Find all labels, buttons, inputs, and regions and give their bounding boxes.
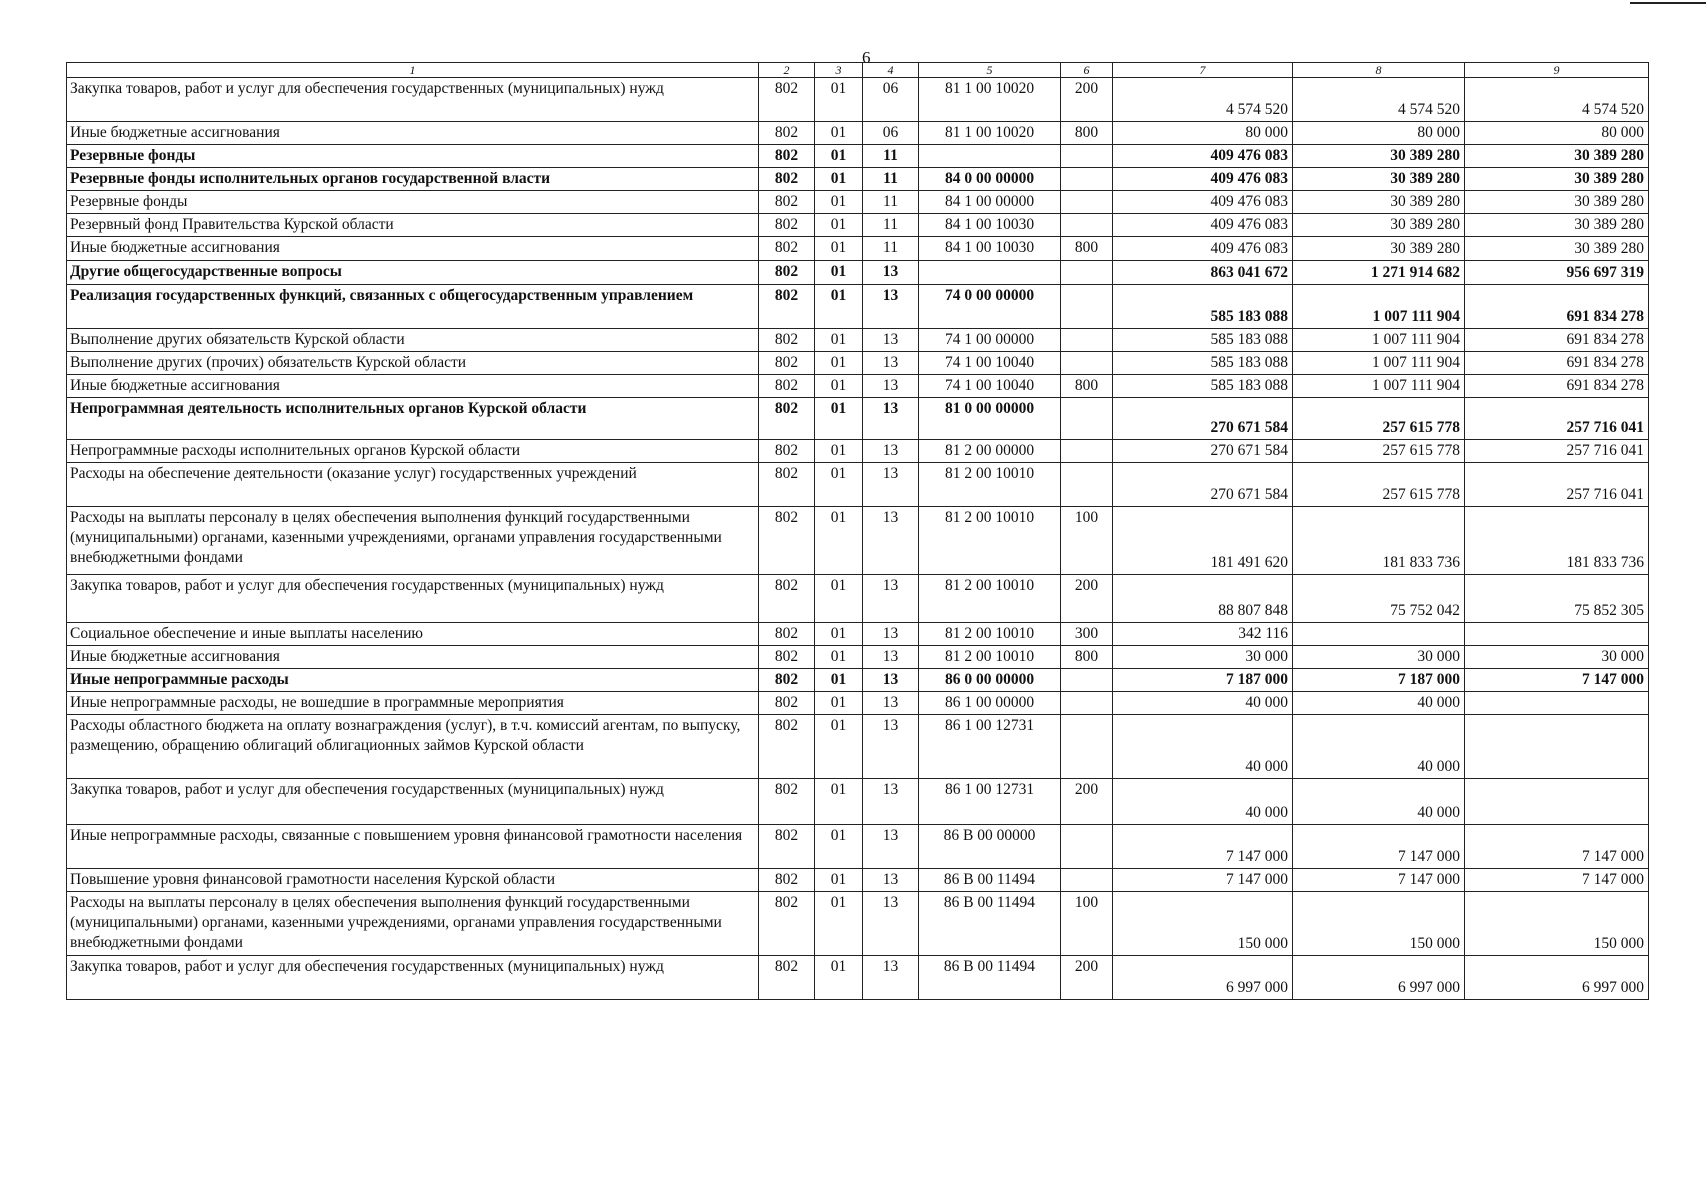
column-number: 3: [815, 63, 863, 78]
cell-c7: 181 491 620: [1113, 507, 1293, 575]
cell-c3: 01: [815, 825, 863, 869]
table-row: [67, 692, 1649, 715]
table-row: [67, 375, 1649, 398]
cell-c5: 74 1 00 00000: [919, 329, 1061, 352]
cell-c9: 30 000: [1465, 646, 1649, 669]
cell-c4: 13: [863, 646, 919, 669]
budget-table: [66, 62, 1649, 1000]
cell-c7: 40 000: [1113, 779, 1293, 825]
cell-c4: 13: [863, 507, 919, 575]
cell-c2: 802: [759, 122, 815, 145]
cell-c8: 6 997 000: [1293, 956, 1465, 1000]
cell-c2: 802: [759, 825, 815, 869]
cell-c3: 01: [815, 168, 863, 191]
table-row: [67, 892, 1649, 956]
cell-c5: 81 0 00 00000: [919, 398, 1061, 440]
corner-mark: [1630, 2, 1706, 4]
cell-c9: 30 389 280: [1465, 191, 1649, 214]
row-name: Иные непрограммные расходы, связанные с повышением уровня финансовой грамотности населения: [67, 825, 759, 869]
cell-c4: 13: [863, 352, 919, 375]
row-name: Иные бюджетные ассигнования: [67, 375, 759, 398]
cell-c3: 01: [815, 352, 863, 375]
cell-c9: 691 834 278: [1465, 375, 1649, 398]
cell-c4: 11: [863, 237, 919, 261]
cell-c5: 81 1 00 10020: [919, 78, 1061, 122]
table-row: [67, 329, 1649, 352]
table-row: [67, 956, 1649, 1000]
table-row: [67, 122, 1649, 145]
cell-c5: 86 1 00 00000: [919, 692, 1061, 715]
cell-c2: 802: [759, 214, 815, 237]
cell-c7: 80 000: [1113, 122, 1293, 145]
column-number: 7: [1113, 63, 1293, 78]
row-name: Выполнение других обязательств Курской области: [67, 329, 759, 352]
cell-c3: 01: [815, 575, 863, 623]
cell-c2: 802: [759, 507, 815, 575]
cell-c7: 270 671 584: [1113, 463, 1293, 507]
cell-c7: 150 000: [1113, 892, 1293, 956]
cell-c4: 11: [863, 214, 919, 237]
cell-c7: 342 116: [1113, 623, 1293, 646]
cell-c6: 200: [1061, 779, 1113, 825]
row-name: Социальное обеспечение и иные выплаты населению: [67, 623, 759, 646]
cell-c5: 84 1 00 10030: [919, 214, 1061, 237]
cell-c6: 800: [1061, 646, 1113, 669]
cell-c2: 802: [759, 145, 815, 168]
page-number: 6: [862, 48, 871, 67]
cell-c3: 01: [815, 623, 863, 646]
row-name: Иные непрограммные расходы, не вошедшие в программные мероприятия: [67, 692, 759, 715]
cell-c3: 01: [815, 375, 863, 398]
cell-c4: 13: [863, 261, 919, 285]
row-name: Резервный фонд Правительства Курской области: [67, 214, 759, 237]
cell-c4: 11: [863, 191, 919, 214]
row-name: Иные непрограммные расходы: [67, 669, 759, 692]
cell-c2: 802: [759, 869, 815, 892]
cell-c3: 01: [815, 463, 863, 507]
cell-c2: 802: [759, 575, 815, 623]
cell-c8: 150 000: [1293, 892, 1465, 956]
row-name: Расходы на обеспечение деятельности (оказание услуг) государственных учреждений: [67, 463, 759, 507]
cell-c3: 01: [815, 669, 863, 692]
row-name: Иные бюджетные ассигнования: [67, 122, 759, 145]
cell-c7: 863 041 672: [1113, 261, 1293, 285]
table-row: [67, 191, 1649, 214]
cell-c9: 7 147 000: [1465, 825, 1649, 869]
cell-c9: 30 389 280: [1465, 145, 1649, 168]
cell-c8: 40 000: [1293, 779, 1465, 825]
cell-c3: 01: [815, 646, 863, 669]
cell-c3: 01: [815, 237, 863, 261]
cell-c9: 691 834 278: [1465, 352, 1649, 375]
row-name: Закупка товаров, работ и услуг для обеспечения государственных (муниципальных) нужд: [67, 779, 759, 825]
table-row: [67, 623, 1649, 646]
cell-c4: 13: [863, 329, 919, 352]
cell-c6: 800: [1061, 375, 1113, 398]
cell-c9: 7 147 000: [1465, 869, 1649, 892]
cell-c8: 75 752 042: [1293, 575, 1465, 623]
column-number: 8: [1293, 63, 1465, 78]
cell-c3: 01: [815, 285, 863, 329]
cell-c5: 81 2 00 10010: [919, 646, 1061, 669]
cell-c9: 181 833 736: [1465, 507, 1649, 575]
cell-c4: 13: [863, 892, 919, 956]
cell-c7: 40 000: [1113, 715, 1293, 779]
cell-c8: 1 271 914 682: [1293, 261, 1465, 285]
table-row: [67, 352, 1649, 375]
cell-c9: 30 389 280: [1465, 168, 1649, 191]
cell-c5: 74 1 00 10040: [919, 375, 1061, 398]
row-name: Резервные фонды: [67, 145, 759, 168]
cell-c6: 200: [1061, 575, 1113, 623]
cell-c7: 7 147 000: [1113, 825, 1293, 869]
table-row: [67, 261, 1649, 285]
cell-c6: [1061, 285, 1113, 329]
table-row: [67, 168, 1649, 191]
cell-c4: 13: [863, 440, 919, 463]
cell-c2: 802: [759, 956, 815, 1000]
cell-c6: 100: [1061, 507, 1113, 575]
cell-c8: [1293, 623, 1465, 646]
cell-c3: 01: [815, 145, 863, 168]
cell-c6: 800: [1061, 122, 1113, 145]
cell-c5: 74 1 00 10040: [919, 352, 1061, 375]
cell-c2: 802: [759, 329, 815, 352]
cell-c8: 1 007 111 904: [1293, 329, 1465, 352]
cell-c4: 13: [863, 956, 919, 1000]
cell-c2: 802: [759, 692, 815, 715]
cell-c6: 100: [1061, 892, 1113, 956]
cell-c2: 802: [759, 646, 815, 669]
cell-c8: 257 615 778: [1293, 440, 1465, 463]
cell-c6: [1061, 352, 1113, 375]
cell-c6: [1061, 715, 1113, 779]
cell-c8: 4 574 520: [1293, 78, 1465, 122]
cell-c5: 86 В 00 11494: [919, 892, 1061, 956]
cell-c9: 7 147 000: [1465, 669, 1649, 692]
cell-c8: 30 389 280: [1293, 191, 1465, 214]
cell-c8: 257 615 778: [1293, 463, 1465, 507]
row-name: Реализация государственных функций, связанных с общегосударственным управлением: [67, 285, 759, 329]
cell-c6: [1061, 329, 1113, 352]
column-number: 9: [1465, 63, 1649, 78]
cell-c6: 200: [1061, 78, 1113, 122]
cell-c9: 691 834 278: [1465, 285, 1649, 329]
cell-c5: 81 1 00 10020: [919, 122, 1061, 145]
cell-c8: 257 615 778: [1293, 398, 1465, 440]
cell-c6: 800: [1061, 237, 1113, 261]
row-name: Повышение уровня финансовой грамотности населения Курской области: [67, 869, 759, 892]
cell-c3: 01: [815, 779, 863, 825]
cell-c5: 86 В 00 11494: [919, 956, 1061, 1000]
column-number: 1: [67, 63, 759, 78]
cell-c2: 802: [759, 623, 815, 646]
cell-c7: 409 476 083: [1113, 191, 1293, 214]
row-name: Резервные фонды: [67, 191, 759, 214]
cell-c5: 86 1 00 12731: [919, 779, 1061, 825]
cell-c4: 13: [863, 575, 919, 623]
row-name: Непрограммные расходы исполнительных органов Курской области: [67, 440, 759, 463]
row-name: Расходы на выплаты персоналу в целях обеспечения выполнения функций государственными (муниципальными) органами, казенными учреждениями, органами управления государственными внебюджетными фондами: [67, 892, 759, 956]
cell-c4: 11: [863, 168, 919, 191]
cell-c8: 7 147 000: [1293, 869, 1465, 892]
row-name: Резервные фонды исполнительных органов государственной власти: [67, 168, 759, 191]
cell-c8: 30 000: [1293, 646, 1465, 669]
cell-c4: 13: [863, 715, 919, 779]
cell-c7: 88 807 848: [1113, 575, 1293, 623]
row-name: Закупка товаров, работ и услуг для обеспечения государственных (муниципальных) нужд: [67, 956, 759, 1000]
cell-c8: 80 000: [1293, 122, 1465, 145]
cell-c8: 30 389 280: [1293, 237, 1465, 261]
row-name: Закупка товаров, работ и услуг для обеспечения государственных (муниципальных) нужд: [67, 575, 759, 623]
cell-c6: [1061, 463, 1113, 507]
cell-c4: 13: [863, 463, 919, 507]
cell-c3: 01: [815, 956, 863, 1000]
row-name: Закупка товаров, работ и услуг для обеспечения государственных (муниципальных) нужд: [67, 78, 759, 122]
row-name: Выполнение других (прочих) обязательств Курской области: [67, 352, 759, 375]
cell-c5: [919, 261, 1061, 285]
table-row: [67, 398, 1649, 440]
cell-c6: [1061, 440, 1113, 463]
table-body: [67, 63, 1649, 1000]
cell-c7: 270 671 584: [1113, 398, 1293, 440]
cell-c9: 6 997 000: [1465, 956, 1649, 1000]
table-row: [67, 825, 1649, 869]
cell-c5: 84 1 00 00000: [919, 191, 1061, 214]
cell-c3: 01: [815, 191, 863, 214]
cell-c3: 01: [815, 329, 863, 352]
cell-c4: 13: [863, 825, 919, 869]
cell-c9: 80 000: [1465, 122, 1649, 145]
cell-c6: [1061, 261, 1113, 285]
cell-c6: [1061, 825, 1113, 869]
cell-c5: 86 1 00 12731: [919, 715, 1061, 779]
cell-c2: 802: [759, 669, 815, 692]
cell-c3: 01: [815, 122, 863, 145]
cell-c8: 7 147 000: [1293, 825, 1465, 869]
cell-c8: 1 007 111 904: [1293, 352, 1465, 375]
cell-c7: 409 476 083: [1113, 145, 1293, 168]
cell-c7: 585 183 088: [1113, 375, 1293, 398]
column-number: 5: [919, 63, 1061, 78]
cell-c7: 585 183 088: [1113, 329, 1293, 352]
cell-c7: 7 147 000: [1113, 869, 1293, 892]
cell-c5: 84 1 00 10030: [919, 237, 1061, 261]
cell-c4: 13: [863, 869, 919, 892]
cell-c4: 13: [863, 692, 919, 715]
cell-c4: 13: [863, 398, 919, 440]
cell-c7: 409 476 083: [1113, 214, 1293, 237]
table-row: [67, 507, 1649, 575]
cell-c4: 06: [863, 78, 919, 122]
cell-c3: 01: [815, 715, 863, 779]
table-row: [67, 669, 1649, 692]
column-number: 2: [759, 63, 815, 78]
cell-c8: 181 833 736: [1293, 507, 1465, 575]
cell-c2: 802: [759, 352, 815, 375]
cell-c2: 802: [759, 715, 815, 779]
table-row: [67, 575, 1649, 623]
cell-c9: 150 000: [1465, 892, 1649, 956]
table-row: [67, 145, 1649, 168]
cell-c8: 40 000: [1293, 715, 1465, 779]
cell-c5: 81 2 00 10010: [919, 623, 1061, 646]
row-name: Другие общегосударственные вопросы: [67, 261, 759, 285]
cell-c3: 01: [815, 78, 863, 122]
cell-c4: 11: [863, 145, 919, 168]
cell-c3: 01: [815, 692, 863, 715]
cell-c9: 30 389 280: [1465, 214, 1649, 237]
cell-c3: 01: [815, 261, 863, 285]
table-row: [67, 463, 1649, 507]
cell-c9: [1465, 623, 1649, 646]
cell-c2: 802: [759, 261, 815, 285]
cell-c7: 30 000: [1113, 646, 1293, 669]
cell-c3: 01: [815, 440, 863, 463]
cell-c2: 802: [759, 463, 815, 507]
column-number: 6: [1061, 63, 1113, 78]
cell-c3: 01: [815, 869, 863, 892]
cell-c7: 40 000: [1113, 692, 1293, 715]
cell-c7: 409 476 083: [1113, 237, 1293, 261]
cell-c2: 802: [759, 779, 815, 825]
cell-c3: 01: [815, 507, 863, 575]
table-row: [67, 214, 1649, 237]
cell-c5: 86 В 00 11494: [919, 869, 1061, 892]
cell-c8: 7 187 000: [1293, 669, 1465, 692]
cell-c9: [1465, 692, 1649, 715]
cell-c3: 01: [815, 892, 863, 956]
table-row: [67, 78, 1649, 122]
cell-c2: 802: [759, 375, 815, 398]
table-row: [67, 237, 1649, 261]
cell-c6: [1061, 692, 1113, 715]
row-name: Непрограммная деятельность исполнительных органов Курской области: [67, 398, 759, 440]
column-number: 4: [863, 63, 919, 78]
cell-c4: 06: [863, 122, 919, 145]
cell-c6: 300: [1061, 623, 1113, 646]
cell-c2: 802: [759, 440, 815, 463]
cell-c6: [1061, 214, 1113, 237]
cell-c6: 200: [1061, 956, 1113, 1000]
cell-c7: 409 476 083: [1113, 168, 1293, 191]
cell-c9: [1465, 779, 1649, 825]
cell-c5: 81 2 00 10010: [919, 575, 1061, 623]
cell-c2: 802: [759, 237, 815, 261]
table-row: [67, 779, 1649, 825]
cell-c9: 75 852 305: [1465, 575, 1649, 623]
cell-c7: 585 183 088: [1113, 352, 1293, 375]
cell-c2: 802: [759, 892, 815, 956]
cell-c8: 1 007 111 904: [1293, 375, 1465, 398]
cell-c5: 86 В 00 00000: [919, 825, 1061, 869]
cell-c5: 81 2 00 10010: [919, 463, 1061, 507]
cell-c4: 13: [863, 285, 919, 329]
cell-c6: [1061, 145, 1113, 168]
cell-c6: [1061, 191, 1113, 214]
row-name: Расходы областного бюджета на оплату вознаграждения (услуг), в т.ч. комиссий агентам, по выпуску, размещению, обращению облигаций облигационных займов Курской области: [67, 715, 759, 779]
cell-c9: 30 389 280: [1465, 237, 1649, 261]
cell-c5: [919, 145, 1061, 168]
cell-c8: 1 007 111 904: [1293, 285, 1465, 329]
cell-c9: 257 716 041: [1465, 463, 1649, 507]
table-row: [67, 285, 1649, 329]
cell-c9: 691 834 278: [1465, 329, 1649, 352]
cell-c2: 802: [759, 285, 815, 329]
cell-c4: 13: [863, 779, 919, 825]
cell-c7: 4 574 520: [1113, 78, 1293, 122]
cell-c2: 802: [759, 398, 815, 440]
row-name: Иные бюджетные ассигнования: [67, 646, 759, 669]
cell-c6: [1061, 168, 1113, 191]
cell-c5: 81 2 00 10010: [919, 507, 1061, 575]
column-number-row: [67, 63, 1649, 78]
row-name: Иные бюджетные ассигнования: [67, 237, 759, 261]
cell-c5: 86 0 00 00000: [919, 669, 1061, 692]
cell-c3: 01: [815, 214, 863, 237]
cell-c8: 30 389 280: [1293, 145, 1465, 168]
table-row: [67, 869, 1649, 892]
cell-c2: 802: [759, 191, 815, 214]
cell-c7: 7 187 000: [1113, 669, 1293, 692]
cell-c8: 30 389 280: [1293, 168, 1465, 191]
cell-c4: 13: [863, 669, 919, 692]
cell-c9: 257 716 041: [1465, 398, 1649, 440]
cell-c9: [1465, 715, 1649, 779]
cell-c5: 84 0 00 00000: [919, 168, 1061, 191]
cell-c3: 01: [815, 398, 863, 440]
cell-c2: 802: [759, 168, 815, 191]
row-name: Расходы на выплаты персоналу в целях обеспечения выполнения функций государственными (муниципальными) органами, казенными учреждениями, органами управления государственными внебюджетными фондами: [67, 507, 759, 575]
cell-c8: 30 389 280: [1293, 214, 1465, 237]
cell-c5: 74 0 00 00000: [919, 285, 1061, 329]
cell-c7: 6 997 000: [1113, 956, 1293, 1000]
cell-c9: 257 716 041: [1465, 440, 1649, 463]
cell-c6: [1061, 669, 1113, 692]
cell-c5: 81 2 00 00000: [919, 440, 1061, 463]
table-row: [67, 646, 1649, 669]
cell-c4: 13: [863, 623, 919, 646]
cell-c9: 4 574 520: [1465, 78, 1649, 122]
table-row: [67, 440, 1649, 463]
cell-c6: [1061, 398, 1113, 440]
cell-c2: 802: [759, 78, 815, 122]
cell-c4: 13: [863, 375, 919, 398]
cell-c7: 270 671 584: [1113, 440, 1293, 463]
cell-c9: 956 697 319: [1465, 261, 1649, 285]
cell-c8: 40 000: [1293, 692, 1465, 715]
cell-c7: 585 183 088: [1113, 285, 1293, 329]
cell-c6: [1061, 869, 1113, 892]
table-row: [67, 715, 1649, 779]
